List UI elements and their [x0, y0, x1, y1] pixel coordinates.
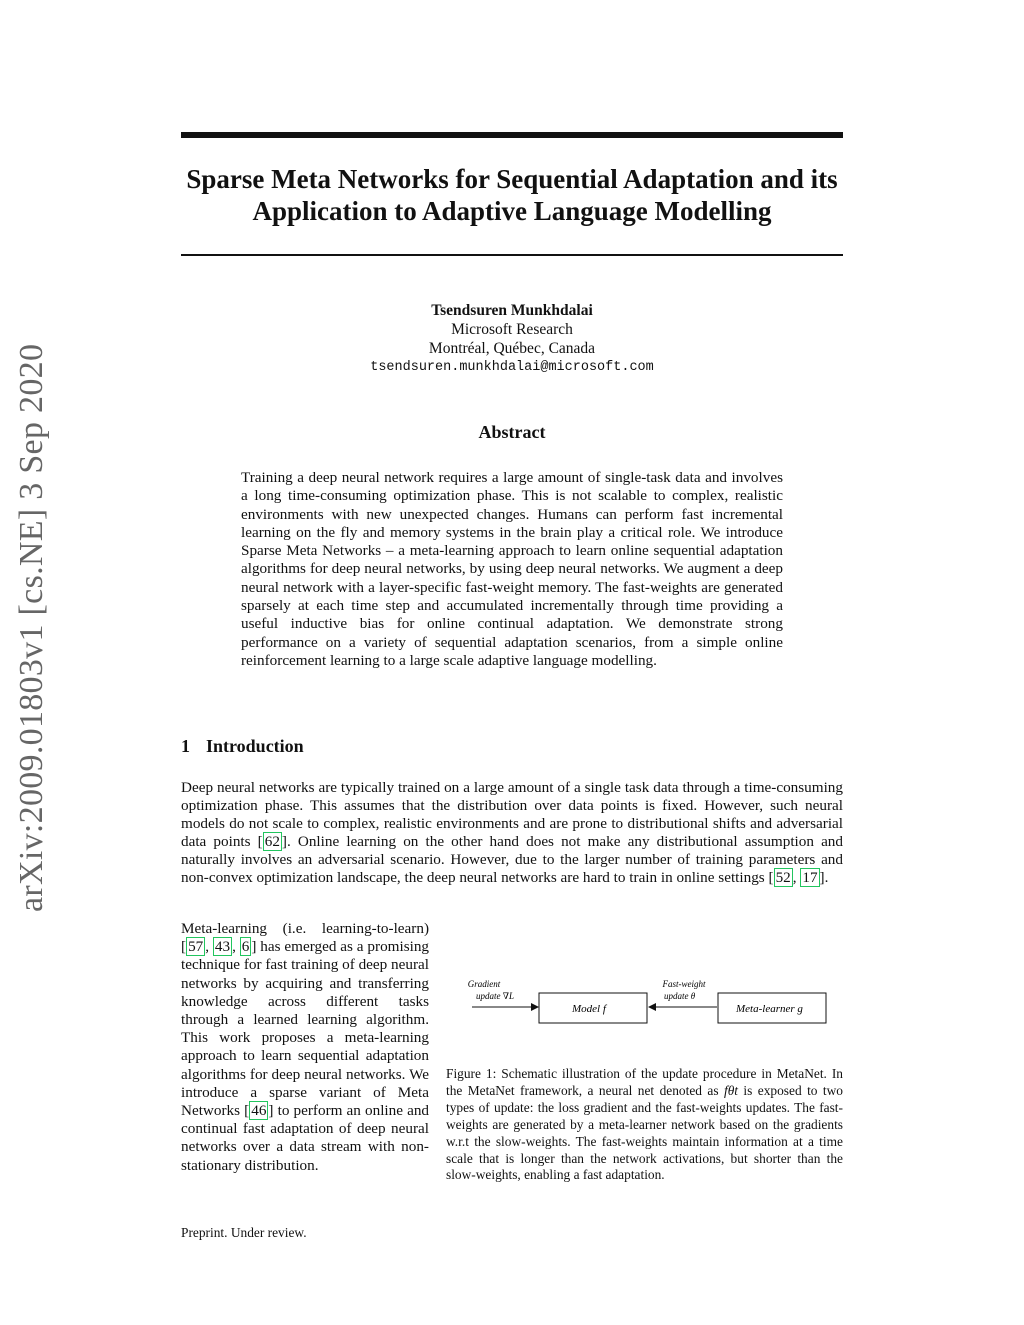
gradient-label-1: Gradient — [467, 979, 501, 989]
figure-1-svg — [466, 975, 843, 1030]
footer-note: Preprint. Under review. — [181, 1225, 307, 1240]
figure-1-diagram — [466, 975, 843, 1030]
citation-link[interactable]: 46 — [251, 1102, 267, 1120]
fast-weight-label-1: Fast-weight — [662, 979, 706, 989]
intro-paragraph-1: Deep neural networks are typically trained on a large amount of a single task data through a time-consuming optimization phase. This assumes that the distribution over data points is fixed. However, such neural models do not scale to complex, realistic environments and are prone to distributional shifts and adversarial data points [ 62 ]. Online learning on the other hand does not make any distributional assumption and naturally involves an adversarial scenario. However, due to the larger number of training parameters and non-convex optimization landscape, the deep neural networks are hard to train in online settings [ 52 , 17 ]. — [181, 779, 843, 887]
figure-1-caption — [446, 1066, 843, 1184]
intro-text: ]. Online learning on the other hand does not make any distributional assumption and naturally involves an adversarial scenario. However, due to the larger number of training parameters and non-convex optimization landscape, the deep neural networks are hard to train in online settings [ — [181, 833, 843, 887]
author-block — [300, 301, 724, 377]
author-affiliation: Microsoft Research — [451, 321, 573, 338]
intro-paragraph-2: Meta-learning (i.e. learning-to-learn) [ 57 , 43 , 6 ] has emerged as a promising technique for fast training of deep neural networks by acquiring and transferring knowledge across different tasks through a learned learning algorithm. This work proposes a meta-learning approach to learn sequential adaptation algorithms for deep neural networks. We introduce a sparse variant of Meta Networks [ 46 ] to perform an online and continual fast adaptation of deep neural networks over a data stream with non-stationary distribution. — [181, 920, 430, 1174]
fast-weight-label-2: update θ — [664, 991, 696, 1001]
intro-text: Deep neural networks are typically trained on a large amount of a single task data through a time-consuming optimization phase. This assumes that the distribution over data points is fixed. However, such neural models do not scale to complex, realistic environments and are prone to distributional shifts and adversarial data points [ — [181, 779, 843, 851]
gradient-label-2: update ∇L — [476, 991, 515, 1001]
model-box-label: Model f — [572, 1003, 606, 1015]
caption-text: is exposed to two types of update: the loss gradient and the fast-weights updates. The fast-weights are generated by a meta-learner network based on the gradients w.r.t the slow-weights. The fast-weights maintain information at a time scale that is longer than the network activations, but shorter than the slow-weights, enabling a fast adaptation. — [446, 1082, 843, 1183]
citation-link[interactable]: 6 — [241, 938, 250, 956]
title-rule-top — [181, 132, 843, 138]
caption-symbol: fθt — [723, 1082, 738, 1098]
paper-title: Sparse Meta Networks for Sequential Adaptation and its Application to Adaptive Language Modelling — [186, 164, 838, 226]
intro-text: ]. — [819, 869, 829, 887]
section-heading — [181, 736, 304, 757]
section-number: 1 — [181, 736, 190, 756]
intro-text: Meta-learning (i.e. learning-to-learn) [ — [181, 920, 429, 956]
abstract-text: Training a deep neural network requires a large amount of single-task data and involves a long time-consuming optimization phase. This is not scalable to complex, realistic environments with new unexpected changes. Humans can perform fast incremental learning on the fly and memory systems in the brain play a critical role. We introduce Sparse Meta Networks – a meta-learning approach to learn online sequential adaptation algorithms for deep neural networks, by using deep neural networks. We augment a deep neural network with a layer-specific fast-weight memory. The fast-weights are generated sparsely at each time step and accumulated incrementally through time providing a useful inductive bias for online continual adaptation. We demonstrate strong performance on a variety of sequential adaptation scenarios, from a simple online reinforcement learning to a large scale adaptive language modelling. — [241, 469, 783, 669]
citation-link[interactable]: 17 — [802, 869, 818, 887]
meta-learner-box-label: Meta-learner g — [736, 1003, 803, 1015]
intro-text: ] has emerged as a promising technique for fast training of deep neural networks by acquiring and transferring knowledge across different tasks through a learned learning algorithm. This work proposes a meta-learning approach to learn sequential adaptation algorithms for deep neural networks. We introduce a sparse variant of Meta Networks [ — [181, 938, 430, 1120]
citation-link[interactable]: 62 — [264, 833, 280, 851]
citation-link[interactable]: 52 — [775, 869, 791, 887]
author-email[interactable]: tsendsuren.munkhdalai@microsoft.com — [370, 360, 654, 375]
caption-text: Figure 1: Schematic illustration of the update procedure in MetaNet. In the MetaNet framework, a neural net denoted as — [446, 1066, 843, 1098]
intro-text: ] to perform an online and continual fast adaptation of deep neural networks over a data stream with non-stationary distribution. — [181, 1102, 430, 1174]
author-name: Tsendsuren Munkhdalai — [431, 302, 593, 319]
author-location: Montréal, Québec, Canada — [428, 340, 596, 357]
citation-link[interactable]: 57 — [188, 938, 204, 956]
title-rule-bottom — [181, 254, 843, 256]
citation-link[interactable]: 43 — [214, 938, 231, 956]
arxiv-stamp: arXiv:2009.01803v1 [cs.NE] 3 Sep 2020 — [13, 343, 50, 912]
abstract-heading: Abstract — [478, 422, 546, 442]
section-title: Introduction — [206, 736, 304, 756]
